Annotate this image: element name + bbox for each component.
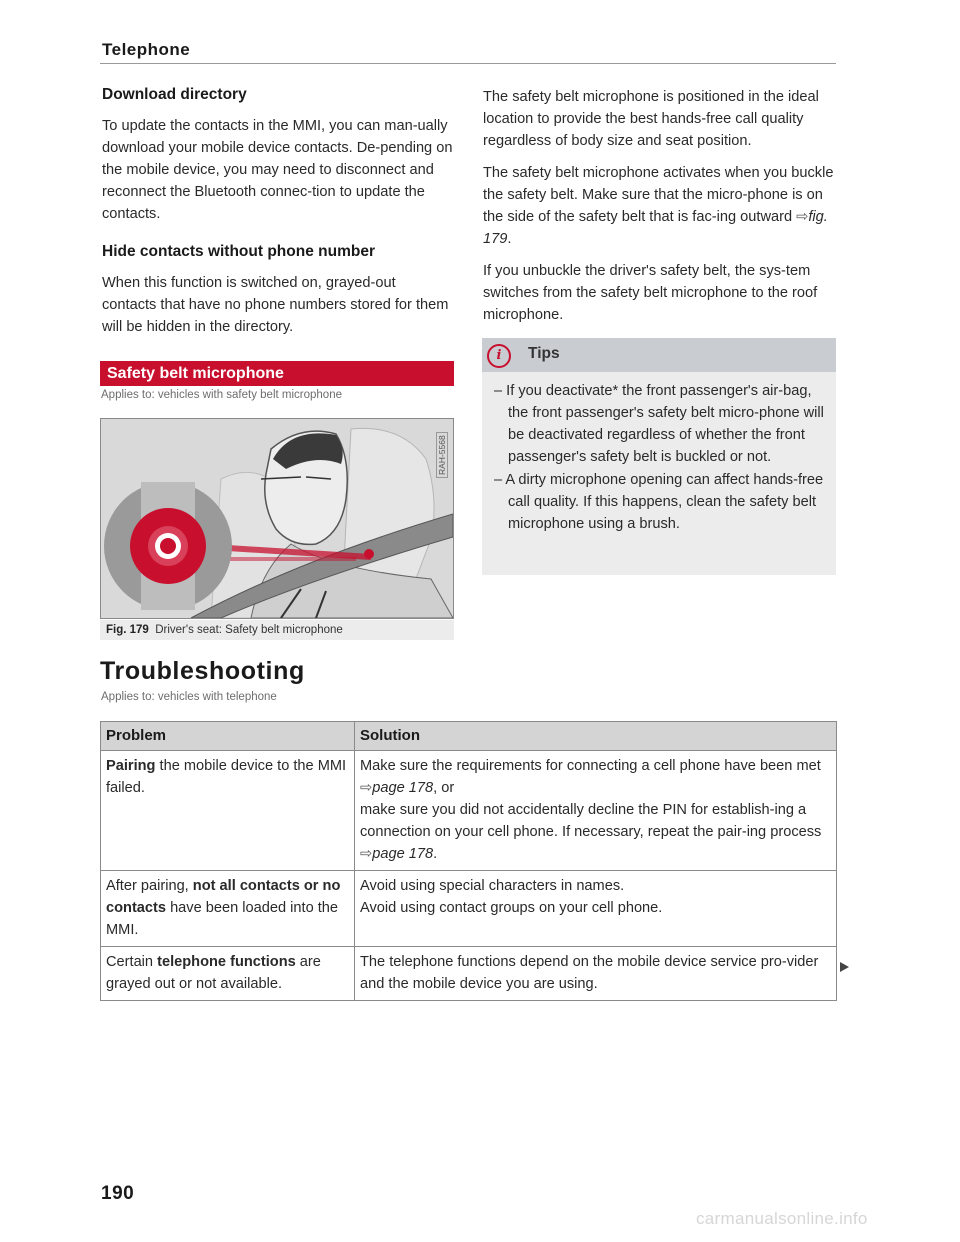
download-directory-heading: Download directory [102, 86, 247, 103]
problem-cell: Pairing the mobile device to the MMI failed. [101, 751, 355, 871]
belt-mic-unbuckle-text: If you unbuckle the driver's safety belt, the sys-tem switches from the safety belt microphone to the roof microphone. [483, 263, 818, 323]
safety-applies-note: Applies to: vehicles with safety belt microphone [101, 389, 342, 401]
tips-box [482, 338, 836, 575]
tips-list [494, 380, 832, 536]
belt-mic-activation-text: The safety belt microphone activates when you buckle the safety belt. Make sure that the micro-phone is on the side of the safety belt that is fac-ing outward ⇨fig. 179. [483, 165, 834, 247]
tips-item: – A dirty microphone opening can affect hands-free call quality. If this happens, clean the safety belt microphone using a brush. [494, 472, 824, 532]
page-number: 190 [101, 1183, 135, 1204]
belt-mic-position-text: The safety belt microphone is positioned in the ideal location to provide the best hands-free call quality regardless of body size and seat position. [483, 89, 819, 149]
solution-cell: Make sure the requirements for connecting a cell phone have been met ⇨page 178, or make sure you did not accidentally decline the PIN for establish-ing a connection on your cell phone. If necessary, repeat the pair-ing process ⇨page 178. [355, 751, 837, 871]
safety-belt-microphone-heading: Safety belt microphone [100, 361, 454, 386]
figure-code: RAH-5568 [436, 424, 450, 480]
problem-cell: After pairing, not all contacts or no contacts have been loaded into the MMI. [101, 871, 355, 947]
solution-cell: The telephone functions depend on the mobile device service pro-vider and the mobile device you are using. [355, 947, 837, 1001]
download-directory-text: To update the contacts in the MMI, you can man-ually download your mobile device contacts. De-pending on the mobile device, you may need to disconnect and reconnect the Bluetooth connec-tion to update the contacts. [102, 118, 453, 222]
right-column [483, 86, 836, 336]
troubleshooting-title: Troubleshooting [100, 657, 305, 685]
troubleshooting-table [100, 721, 837, 1001]
figure-caption-text: Driver's seat: Safety belt microphone [155, 624, 343, 636]
figure-179-illustration [100, 418, 454, 619]
figure-caption [100, 620, 454, 640]
info-icon: i [487, 344, 511, 368]
problem-cell: Certain telephone functions are grayed out or not available. [101, 947, 355, 1001]
arrow-icon: ⇨ [360, 846, 373, 862]
figure-reference-link[interactable]: fig. 179 [483, 209, 828, 247]
hide-contacts-heading: Hide contacts without phone number [102, 243, 375, 260]
problem-column-header: Problem [101, 722, 355, 751]
arrow-icon: ⇨ [796, 209, 809, 225]
arrow-icon: ⇨ [360, 780, 373, 796]
left-column [102, 84, 454, 348]
table-header-row [101, 722, 837, 751]
troubleshooting-applies-note: Applies to: vehicles with telephone [101, 691, 277, 703]
continue-arrow-icon [840, 962, 849, 972]
table-row [101, 871, 837, 947]
page-reference-link[interactable]: page 178 [372, 846, 434, 862]
table-row [101, 751, 837, 871]
hide-contacts-text: When this function is switched on, grayed-out contacts that have no phone numbers stored for them will be hidden in the directory. [102, 275, 449, 335]
watermark: carmanualsonline.info [696, 1209, 868, 1228]
solution-column-header: Solution [355, 722, 837, 751]
table-row [101, 947, 837, 1001]
figure-label: Fig. 179 [106, 624, 149, 636]
solution-cell: Avoid using special characters in names. Avoid using contact groups on your cell phone. [355, 871, 837, 947]
page-reference-link[interactable]: page 178 [372, 780, 434, 796]
header-rule [100, 63, 836, 64]
tips-item: – If you deactivate* the front passenger's air-bag, the front passenger's safety belt micro-phone will be deactivated regardless of whether the front passenger's safety belt is buckled or not. [494, 383, 824, 465]
tips-title: Tips [528, 345, 560, 362]
section-title: Telephone [102, 40, 191, 59]
tips-header [482, 338, 836, 372]
driver-seat-illustration [101, 419, 453, 618]
